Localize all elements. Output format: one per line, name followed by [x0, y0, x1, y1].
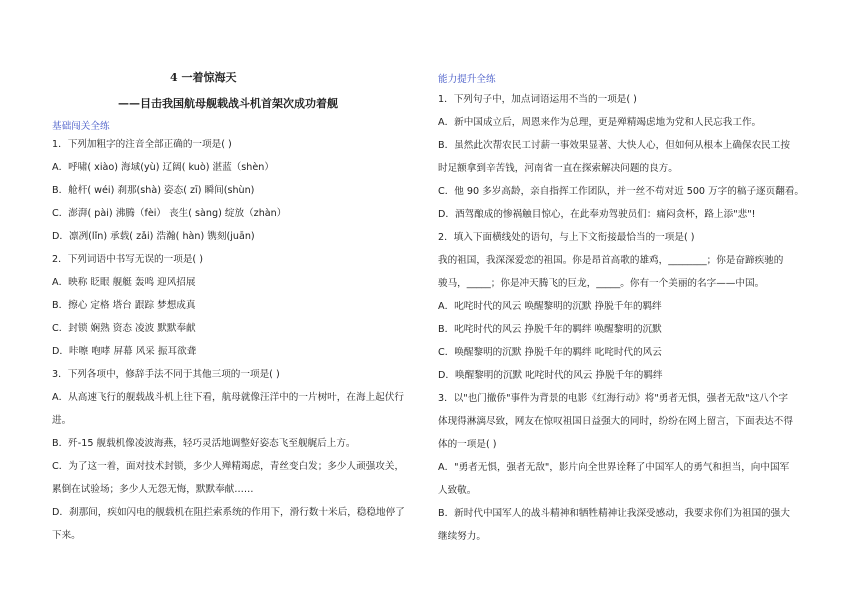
left-line: 累倒在试验场；多少人无怨无悔，默默奉献……: [52, 484, 254, 495]
left-line: B．歼-15 舰载机像凌波海燕，轻巧灵活地调整好姿态飞至舰艉后上方。: [52, 438, 356, 449]
right-line: B．新时代中国军人的战斗精神和牺牲精神让我深受感动，我要求你们为祖国的强大: [438, 508, 790, 519]
left-line: 进。: [52, 415, 72, 426]
right-line: C．唤醒黎明的沉默 挣脱千年的羁绊 叱咤时代的风云: [438, 347, 662, 358]
right-line: C．他 90 多岁高龄，亲自指挥工作团队，并一丝不苟对近 500 万字的稿子逐页翻看。: [438, 186, 805, 197]
right-line: 我的祖国，我深深爱恋的祖国。你是昂首高歌的雄鸡，________；你是奋蹄疾驰的: [438, 255, 784, 266]
left-line: D．刹那间，疾如闪电的舰载机在阻拦索系统的作用下，滑行数十米后，稳稳地停了: [52, 507, 405, 518]
right-line: B．叱咤时代的风云 挣脱千年的羁绊 唤醒黎明的沉默: [438, 324, 662, 335]
right-line: 体现得淋漓尽致，网友在惊叹祖国日益强大的同时，纷纷在网上留言，下面表达不得: [438, 416, 793, 427]
left-line: 1．下列加粗字的注音全部正确的一项是( ): [52, 139, 232, 150]
right-line: A．"勇者无惧，强者无敌"，影片向全世界诠释了中国军人的勇气和担当，向中国军: [438, 462, 790, 473]
right-line: B．虽然此次帮农民工讨薪一事效果显著、大快人心，但如何从根本上确保农民工按: [438, 140, 790, 151]
section-basic: 基础闯关全练: [52, 121, 110, 132]
left-line: C．为了这一着，面对技术封锁，多少人殚精竭虑，青丝变白发；多少人顽强攻关，: [52, 461, 405, 472]
left-line: D．咔嚓 咆哮 屏幕 风采 振耳欲聋: [52, 346, 197, 357]
left-line: A．从高速飞行的舰载战斗机上往下看，航母就像汪洋中的一片树叶，在海上起伏行: [52, 392, 404, 403]
right-line: 2．填入下面横线处的语句，与上下文衔接最恰当的一项是( ): [438, 232, 695, 243]
left-line: D．凛冽(lǐn) 承载( zǎi) 浩瀚( hàn) 镌刻(juān): [52, 231, 255, 242]
right-line: 时足额拿到辛苦钱，河南省一直在探索解决问题的良方。: [438, 163, 678, 174]
right-line: 骏马，_____；你是冲天腾飞的巨龙，_____。你有一个美丽的名字——中国。: [438, 278, 765, 289]
right-line: 继续努力。: [438, 531, 486, 542]
section-advanced: 能力提升全练: [438, 74, 496, 85]
right-line: A．新中国成立后，周恩来作为总理，更是殚精竭虑地为党和人民忘我工作。: [438, 117, 762, 128]
right-line: 3．以"也门撤侨"事件为背景的电影《红海行动》将"勇者无惧，强者无敌"这八个字: [438, 393, 788, 404]
left-line: 2．下列词语中书写无误的一项是( ): [52, 254, 203, 265]
right-line: D．酒驾酿成的惨祸触目惊心，在此奉劝驾驶员们：痛闷贪杯，路上添"悲"!: [438, 209, 756, 220]
left-line: 下来。: [52, 530, 81, 541]
left-line: A．呼啸( xiào) 海域(yù) 辽阔( kuò) 湛蓝（shèn）: [52, 162, 274, 173]
right-line: 体的一项是( ): [438, 439, 497, 450]
right-line: D．唤醒黎明的沉默 叱咤时代的风云 挣脱千年的羁绊: [438, 370, 663, 381]
lesson-subtitle: ——目击我国航母舰载战斗机首架次成功着舰: [118, 97, 338, 110]
left-line: B．舱杆( wéi) 刹那(shà) 姿态( zī) 瞬间(shùn): [52, 185, 255, 196]
right-line: A．叱咤时代的风云 唤醒黎明的沉默 挣脱千年的羁绊: [438, 301, 662, 312]
lesson-title: 4 一着惊海天: [170, 71, 237, 84]
left-line: A．映称 眨眼 舰艇 轰鸣 迎风招展: [52, 277, 196, 288]
right-line: 1．下列句子中，加点词语运用不当的一项是( ): [438, 94, 637, 105]
left-line: B．擦心 定格 塔台 跟踪 梦想成真: [52, 300, 196, 311]
left-line: C．澎湃( pài) 沸腾（fèi） 丧生( sàng) 绽放（zhàn）: [52, 208, 287, 219]
left-line: 3．下列各项中，修辞手法不同于其他三项的一项是( ): [52, 369, 280, 380]
left-line: C．封锁 娴熟 资态 凌波 默默奉献: [52, 323, 196, 334]
right-line: 人致敬。: [438, 485, 477, 496]
